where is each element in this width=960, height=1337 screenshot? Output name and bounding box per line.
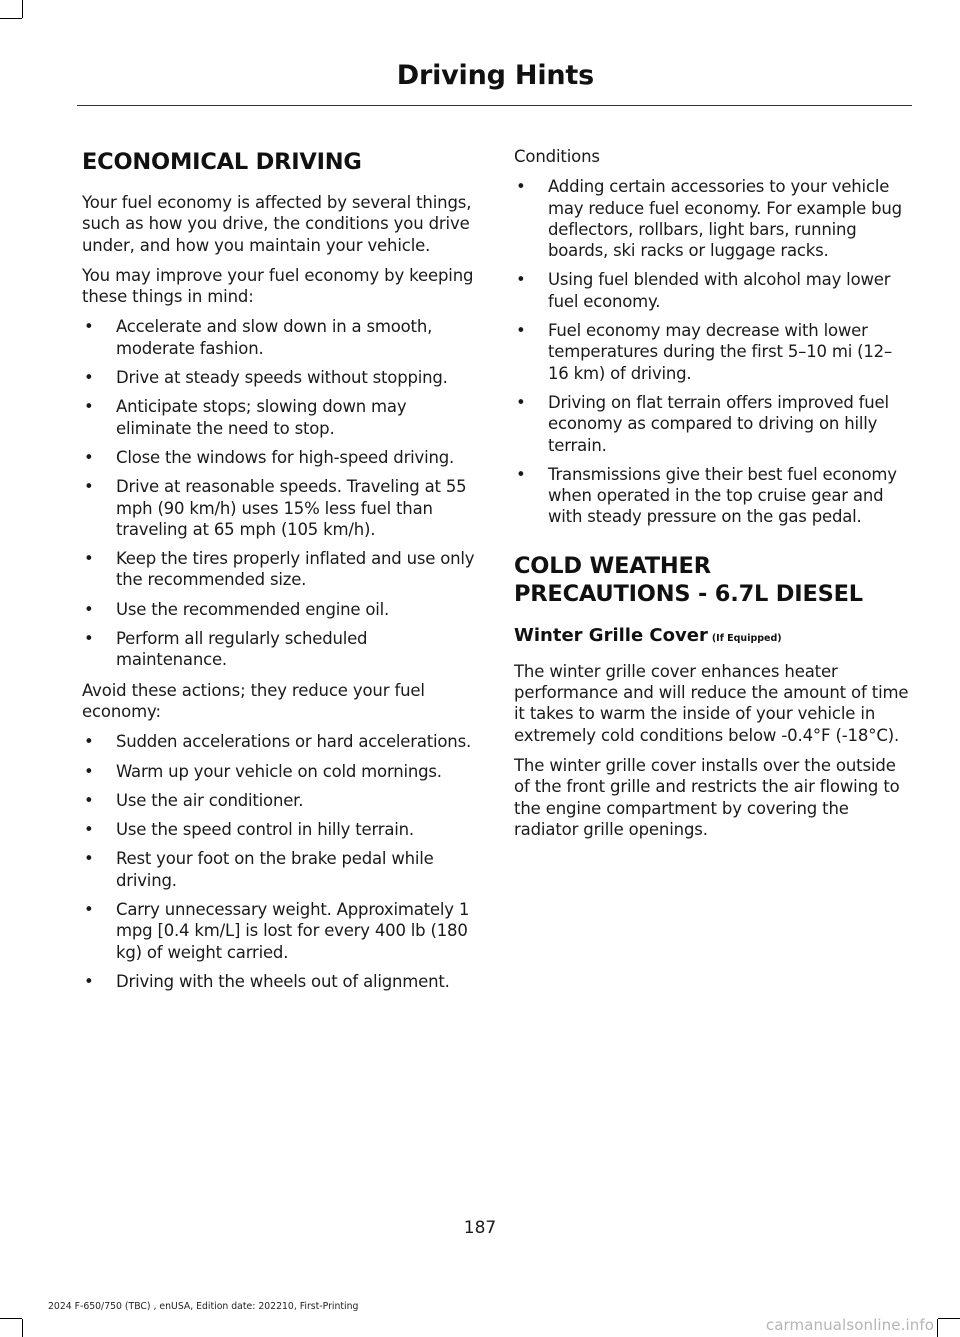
crop-mark — [0, 18, 22, 19]
list-item: • Use the air conditioner. — [84, 790, 304, 810]
list-item: • Fuel economy may decrease with lower temperatures during the first 5–10 mi (12–16 km) of driving. — [516, 321, 893, 383]
list-item: • Warm up your vehicle on cold mornings. — [84, 761, 442, 781]
list-item: • Keep the tires properly inflated and use only the recommended size. — [84, 549, 475, 590]
section-heading-cold-weather: COLD WEATHER PRECAUTIONS - 6.7L DIESEL — [514, 552, 863, 607]
avoid-intro: Avoid these actions; they reduce your fuel economy: — [82, 680, 425, 721]
list-item: • Use the speed control in hilly terrain. — [84, 820, 414, 840]
list-item: • Driving with the wheels out of alignment. — [84, 971, 450, 991]
subheading-winter-grille-cover: Winter Grille Cover (If Equipped) — [514, 624, 782, 646]
list-item: • Driving on flat terrain offers improved fuel economy as compared to driving on hilly terrain. — [516, 392, 889, 455]
footer-edition-info: 2024 F-650/750 (TBC) , enUSA, Edition date: 202210, First-Printing — [48, 1301, 359, 1312]
list-item: • Transmissions give their best fuel economy when operated in the top cruise gear and with steady pressure on the gas pedal. — [516, 464, 897, 527]
crop-mark — [0, 1318, 22, 1319]
crop-mark — [22, 1319, 23, 1337]
avoid-list — [82, 731, 477, 992]
list-item: • Close the windows for high-speed driving. — [84, 447, 455, 467]
crop-mark — [938, 1318, 960, 1319]
list-item: • Perform all regularly scheduled maintenance. — [84, 629, 368, 670]
grille-paragraph-2: The winter grille cover installs over the outside of the front grille and restricts the air flowing to the engine compartment by covering the radiator grille openings. — [514, 755, 900, 839]
list-item: • Anticipate stops; slowing down may eliminate the need to stop. — [84, 397, 407, 438]
section-heading-economical-driving: ECONOMICAL DRIVING — [82, 149, 362, 175]
list-item: • Accelerate and slow down in a smooth, moderate fashion. — [84, 317, 433, 358]
list-item: • Sudden accelerations or hard accelerations. — [84, 732, 472, 752]
conditions-label: Conditions — [514, 147, 600, 166]
list-item: • Carry unnecessary weight. Approximately 1 mpg [0.4 km/L] is lost for every 400 lb (180 kg) of weight carried. — [84, 900, 470, 962]
intro-paragraph: Your fuel economy is affected by several things, such as how you drive, the conditions you drive under, and how you maintain your vehicle. — [82, 193, 472, 255]
left-column — [82, 140, 477, 1001]
crop-mark — [937, 1319, 938, 1337]
list-item: • Drive at reasonable speeds. Traveling at 55 mph (90 km/h) uses 15% less fuel than traveling at 65 mph (105 km/h). — [84, 477, 467, 539]
grille-paragraph-1: The winter grille cover enhances heater performance and will reduce the amount of time it takes to warm the inside of your vehicle in extremely cold conditions below -0.4°F (-18°C). — [514, 661, 909, 745]
list-item: • Rest your foot on the brake pedal while driving. — [84, 849, 434, 890]
right-column — [514, 146, 909, 849]
list-item: • Drive at steady speeds without stopping. — [84, 368, 448, 388]
watermark: carmanualsonline.info — [765, 1316, 934, 1334]
page-number: 187 — [463, 1218, 497, 1238]
improve-list — [82, 316, 477, 670]
list-item: • Use the recommended engine oil. — [84, 599, 390, 619]
improve-intro: You may improve your fuel economy by keeping these things in mind: — [82, 265, 474, 307]
conditions-list — [514, 176, 909, 527]
header-divider — [77, 105, 912, 106]
crop-mark — [22, 0, 23, 18]
page-header-title: Driving Hints — [396, 60, 594, 91]
list-item: • Using fuel blended with alcohol may lower fuel economy. — [516, 270, 891, 311]
if-equipped-tag: (If Equipped) — [711, 632, 782, 644]
list-item: • Adding certain accessories to your vehicle may reduce fuel economy. For example bug deflectors, rollbars, light bars, running boards, ski racks or luggage racks. — [516, 177, 902, 261]
